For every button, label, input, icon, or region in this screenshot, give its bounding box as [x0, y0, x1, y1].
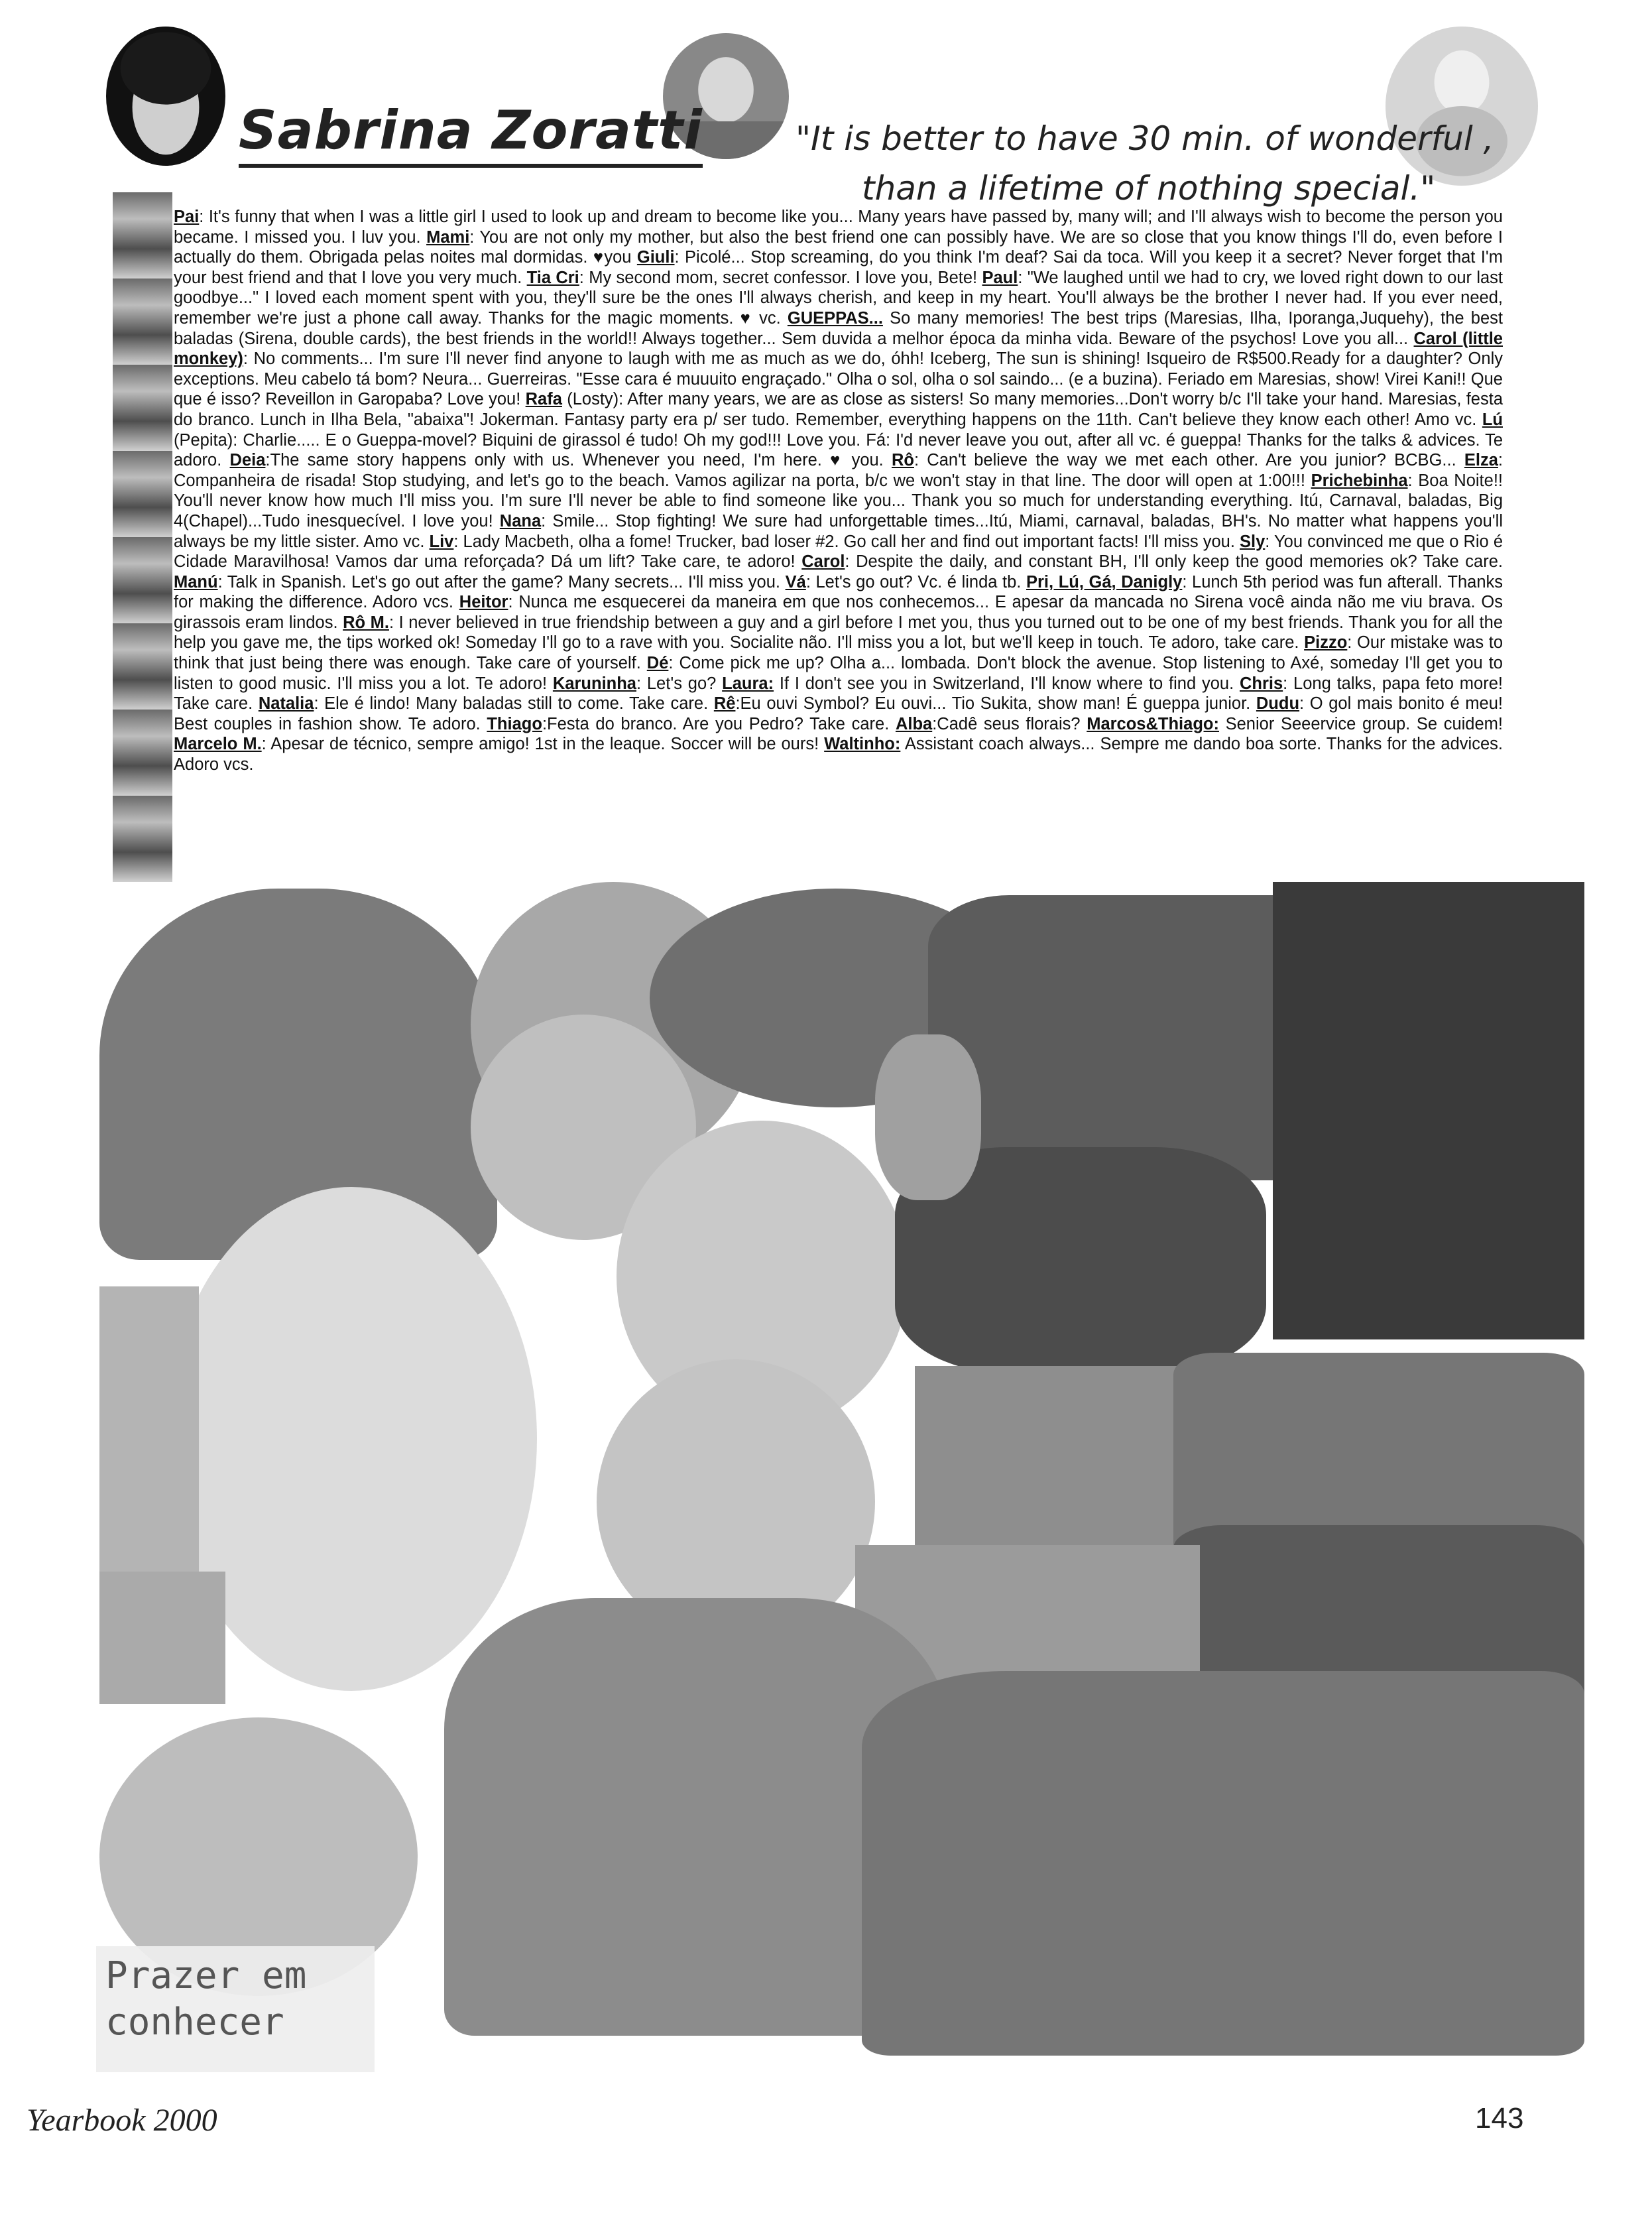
yearbook-footer-label: Yearbook 2000 [27, 2103, 217, 2138]
message-recipient-name: Nana [499, 511, 542, 530]
message-text: :Festa do branco. Are you Pedro? Take care. [542, 714, 896, 733]
message-text: : Can't believe the way we met each other. Are you junior? BCBG... [914, 451, 1464, 470]
message-text: : Picolé... Stop screaming, do you think I'm deaf? Sai da toca. Will you keep it a secret? Never forget that I'm your best friend and that I love you very much. [174, 248, 1503, 287]
sunflower-border-strip [113, 192, 172, 882]
message-text: : You are not only my mother, but also the best friend one can possibly have. We are so close that you know things I'll do, even before I actually do them. Obrigada pelas noites mal dormidas. ♥you [174, 227, 1503, 267]
collage-caption-line-1: Prazer em [105, 1954, 307, 1997]
message-text: If I don't see you in Switzerland, I'll know where to find you. [774, 674, 1240, 693]
message-recipient-name: Rô [891, 451, 914, 470]
collage-photo-beach-girl [99, 1286, 199, 1578]
message-recipient-name: Laura: [722, 674, 774, 693]
message-text: : "We laughed until we had to cry, we loved right down to our last goodbye..." I loved each moment spent with you, they'll sure be the ones I'll always cherish, and keep in my heart. You'll always be the brother I never had. If you ever need, remember we're just a phone call away. Thanks for the magic moments. ♥ vc. [174, 268, 1504, 328]
message-text: (Pepita): Charlie..... E o Gueppa-movel? Biquini de girassol é tudo! Oh my god!!! Love you. Fá: I'd never leave you out, after all vc. é gueppa! Thanks for the talks & advices. Te adoro. [174, 430, 1503, 470]
message-text: : Lunch 5th period was fun afterall. Thanks for making the difference. Adoro vcs. [174, 572, 1504, 612]
message-recipient-name: GUEPPAS... [787, 308, 883, 328]
message-text: : Our mistake was to think that just being there was enough. Take care of yourself. [174, 633, 1504, 673]
message-recipient-name: Thiago [487, 714, 542, 733]
collage-photo-fashion-show [1273, 882, 1584, 1339]
message-text: : Let's go out? Vc. é linda tb. [805, 572, 1026, 591]
message-recipient-name: Lú [1482, 410, 1503, 429]
photo-collage [99, 882, 1584, 2069]
message-recipient-name: Marcos&Thiago: [1087, 714, 1219, 733]
message-text: : You convinced me que o Rio é Cidade Maravilhosa! Vamos dar uma reforçada? Dá um lift? Take care, te adoro! [174, 532, 1504, 572]
message-recipient-name: Dudu [1256, 694, 1300, 713]
message-text: : Apesar de técnico, sempre amigo! 1st in the leaque. Soccer will be ours! [261, 735, 825, 754]
message-recipient-name: Pizzo [1304, 633, 1348, 652]
message-recipient-name: Sly [1240, 532, 1266, 551]
message-recipient-name: Rafa [525, 390, 562, 409]
message-recipient-name: Paul [982, 268, 1018, 287]
message-recipient-name: Alba [895, 714, 933, 733]
message-text: : Despite the daily, and constant BH, I'll only keep the good memories ok? Take care. [845, 552, 1504, 572]
child-sitting-photo [1386, 27, 1538, 186]
message-text: :Eu ouvi Symbol? Eu ouvi... Tio Sukita, show man! É gueppa junior. [735, 694, 1256, 713]
message-recipient-name: Tia Cri [526, 268, 579, 287]
message-recipient-name: Giuli [636, 248, 675, 267]
message-recipient-name: Marcelo M. [174, 735, 262, 754]
message-recipient-name: Heitor [459, 593, 508, 612]
message-text: : Let's go? [636, 674, 723, 693]
message-recipient-name: Pri, Lú, Gá, Danigly [1026, 572, 1183, 591]
message-recipient-name: Liv [429, 532, 454, 551]
message-text: (Losty): After many years, we are as close as sisters! So many memories...Don't worry b/c I'll take your hand. Maresias, festa do branco. Lunch in Ilha Bela, "abaixa"! Jokerman. Fantasy party era p/ ser tudo. Remember, everything happens on the 11th. Can't believe they know each other! Amo vc. [174, 390, 1503, 429]
quote-line-1: "It is better to have 30 min. of wonderful , [796, 119, 1494, 158]
message-text: :The same story happens only with us. Whenever you need, I'm here. ♥ you. [265, 451, 892, 470]
collage-photo-baby-in-hat [862, 1671, 1584, 2056]
message-text: : I never believed in true friendship between a guy and a girl before I met you, thus you turned out to be one of my best friends. Thank you for all the help you gave me, the tips worked ok! Someday I'll go to a rave with you. Socialite não. I'll miss you a lot, but we'll keep in touch. Te adoro, take care. [174, 613, 1504, 652]
collage-photo-bikini-girl [875, 1034, 981, 1200]
collage-caption-line-2: conhecer [105, 2001, 284, 2044]
page-number: 143 [1475, 2102, 1524, 2135]
message-text: : O gol mais bonito é meu! Best couples in fashion show. Te adoro. [174, 694, 1503, 733]
message-recipient-name: Natalia [258, 694, 314, 713]
message-text: : Smile... Stop fighting! We sure had unforgettable times...Itú, Miami, carnaval, baladas, BH's. No matter what happens you'll always be my little sister. Amo vc. [174, 511, 1503, 551]
message-recipient-name: Rê [713, 694, 736, 713]
message-recipient-name: Carol [801, 552, 845, 572]
message-text: : Boa Noite!! You'll never know how much I'll miss you. I'm sure I'll never be able to find someone like you... Thank you so much for understanding everything. Itú, Carnaval, baladas, Big 4(Chapel)...Tudo inesquecível. I love you! [174, 471, 1503, 530]
portrait-photo-top-left [106, 27, 225, 166]
message-text: : Talk in Spanish. Let's go out after the game? Many secrets... I'll miss you. [217, 572, 786, 591]
message-text: : Come pick me up? Olha a... lombada. Don't block the avenue. Stop listening to Axé, someday I'll get you to listen to good music. I'll miss you a lot. Te adoro! [174, 654, 1503, 693]
message-text: : Lady Macbeth, olha a fome! Trucker, bad loser #2. Go call her and find out important facts! I'll miss you. [453, 532, 1240, 551]
student-name-title: Sabrina Zoratti [239, 99, 703, 168]
message-recipient-name: Waltinho: [824, 735, 901, 754]
collage-photo-smiling-girl [99, 1572, 225, 1704]
message-recipient-name: Prichebinha [1311, 471, 1408, 490]
message-recipient-name: Chris [1239, 674, 1283, 693]
message-text: Assistant coach always... Sempre me dando boa sorte. Thanks for the advices. Adoro vcs. [174, 735, 1503, 775]
message-recipient-name: Vá [785, 572, 806, 591]
message-text: :Cadê seus florais? [932, 714, 1087, 733]
message-text: So many memories! The best trips (Maresias, Ilha, Iporanga,Juquehy), the best baladas (Sirena, double cards), the best friends in the world!! Always together... Sem duvida a melhor época da minha vida. Beware of the psychos! Love you all... [174, 308, 1503, 348]
message-text: : Ele é lindo! Many baladas still to come. Take care. [314, 694, 714, 713]
quote-line-2: than a lifetime of nothing special." [862, 169, 1436, 208]
message-recipient-name: Manú [174, 572, 218, 591]
message-recipient-name: Mami [426, 227, 470, 247]
message-recipient-name: Dé [646, 654, 669, 673]
message-recipient-name: Elza [1464, 451, 1498, 470]
dedication-messages [174, 207, 1503, 775]
message-text: : My second mom, secret confessor. I love you, Bete! [579, 268, 982, 287]
message-text: : It's funny that when I was a little girl I used to look up and dream to become like you... Many years have passed by, many will; and I'll always wish to become the person you became. I missed you. I luv you. [174, 208, 1503, 247]
message-text: : Long talks, papa feto more! Take care. [174, 674, 1503, 713]
message-text: : No comments... I'm sure I'll never find anyone to laugh with me as much as we do, óhh! Iceberg, The sun is shining! Isqueiro de R$500.Ready for a daughter? Only exceptions. Meu cabelo tá bom? Neura... Guerreiras. "Esse cara é muuuito engraçado." Olha o sol, olha o sol saindo... (e a buzina). Feriado em Maresias, show! Virei Kani!! Que que é isso? Reveillon in Garopaba? Love you! [174, 349, 1503, 409]
message-recipient-name: Rô M. [343, 613, 389, 632]
message-recipient-name: Pai [174, 208, 200, 226]
message-text: Senior Seeervice group. Se cuidem! [1218, 714, 1503, 733]
collage-caption [96, 1946, 375, 2072]
message-text: : Nunca me esquecerei da maneira em que nos conhecemos... E apesar da mancada no Sirena você ainda não me viu brava. Os girassois eram lindos. [174, 593, 1503, 632]
message-recipient-name: Deia [229, 451, 266, 470]
message-text: : Companheira de risada! Stop studying, and let's go to the beach. Vamos agilizar na porta, b/c we won't stay in that line. The door will open at 1:00!!! [174, 451, 1503, 490]
message-recipient-name: Karuninha [552, 674, 636, 693]
message-recipient-name: Carol (little monkey) [174, 329, 1503, 369]
